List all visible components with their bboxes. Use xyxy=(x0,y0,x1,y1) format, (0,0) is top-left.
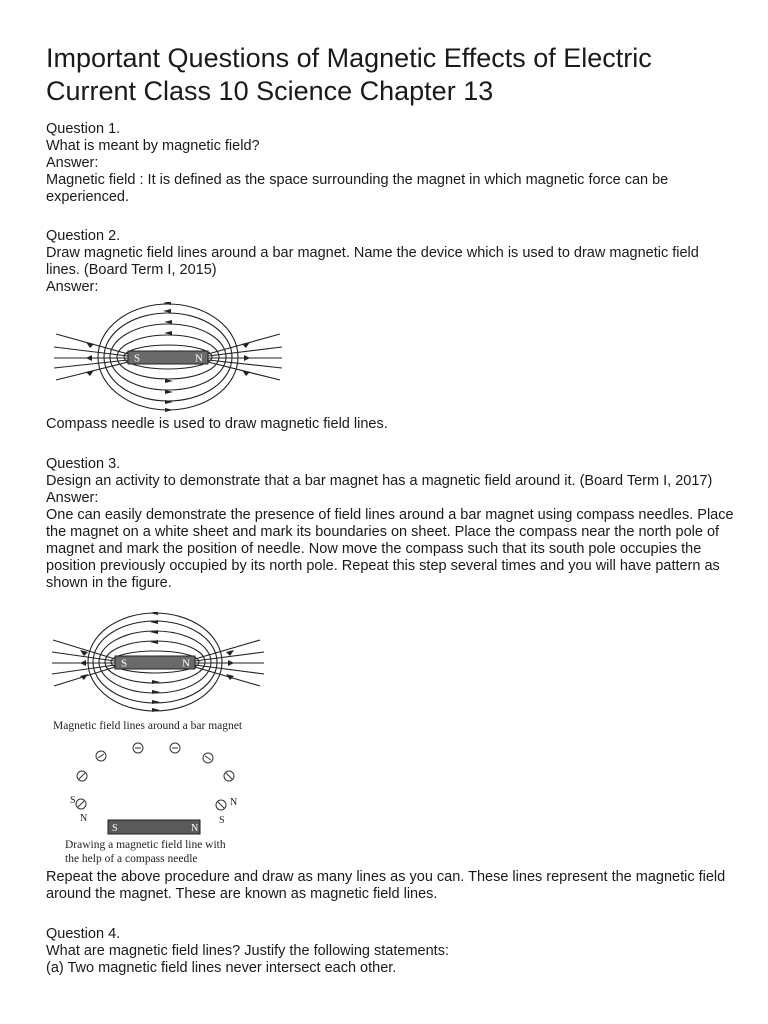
figure1-caption: Magnetic field lines around a bar magnet xyxy=(53,720,243,732)
fig2-pole-s-label: S xyxy=(112,823,118,834)
question-1-answer-label: Answer: xyxy=(46,155,99,171)
question-4-label: Question 4. xyxy=(46,926,121,942)
figure2-caption-line1: Drawing a magnetic field line with xyxy=(65,839,226,851)
question-1-answer: Magnetic field : It is defined as the space surrounding the magnet in which magnetic force can be experienced. xyxy=(46,172,669,205)
compass-needles xyxy=(76,743,234,810)
question-2-answer-label: Answer: xyxy=(46,279,99,295)
question-4-text: What are magnetic field lines? Justify the following statements: xyxy=(46,943,449,959)
question-3-answer: One can easily demonstrate the presence of field lines around a bar magnet using compass needles. Place the magnet on a white sheet and mark its boundaries on sheet. Place the compass near the north pole of magnet and mark the position of needle. Now move the compass such that its south pole occupies the position previously occupied by its north pole. Repeat this step several times and you will have pattern as shown in the figure. xyxy=(46,507,734,591)
question-2 xyxy=(46,228,736,296)
left-compass-s-label: S xyxy=(70,795,76,806)
question-2-answer: Compass needle is used to draw magnetic field lines. xyxy=(46,416,388,432)
fig1-pole-n-label: N xyxy=(182,657,190,670)
compass-activity-figure xyxy=(50,612,275,868)
question-1-text: What is meant by magnetic field? xyxy=(46,138,260,154)
question-3-conclusion: Repeat the above procedure and draw as many lines as you can. These lines represent the magnetic field around the magnet. These are known as magnetic field lines. xyxy=(46,869,726,902)
bar-magnet-field-figure xyxy=(50,302,286,412)
question-3-text: Design an activity to demonstrate that a bar magnet has a magnetic field around it. (Board Term I, 2017) xyxy=(46,473,713,489)
question-4-item-a: (a) Two magnetic field lines never intersect each other. xyxy=(46,960,397,976)
question-1-label: Question 1. xyxy=(46,121,121,137)
question-2-label: Question 2. xyxy=(46,228,121,244)
question-3 xyxy=(46,456,736,592)
right-compass-s-label: S xyxy=(219,815,225,826)
question-3-answer-label: Answer: xyxy=(46,490,99,506)
pole-n-label: N xyxy=(195,352,203,365)
page-title: Important Questions of Magnetic Effects of Electric Current Class 10 Science Chapter 13 xyxy=(46,43,652,106)
fig2-pole-n-label: N xyxy=(191,823,199,834)
figure2-caption-line2: the help of a compass needle xyxy=(65,853,198,865)
question-2-text: Draw magnetic field lines around a bar magnet. Name the device which is used to draw magnetic field lines. (Board Term I, 2015) xyxy=(46,245,699,278)
pole-s-label: S xyxy=(134,352,141,365)
right-compass-n-label: N xyxy=(230,797,238,808)
question-3-label: Question 3. xyxy=(46,456,121,472)
question-4 xyxy=(46,926,736,977)
fig1-pole-s-label: S xyxy=(121,657,128,670)
left-compass-n-label: N xyxy=(80,813,88,824)
question-1 xyxy=(46,121,736,206)
